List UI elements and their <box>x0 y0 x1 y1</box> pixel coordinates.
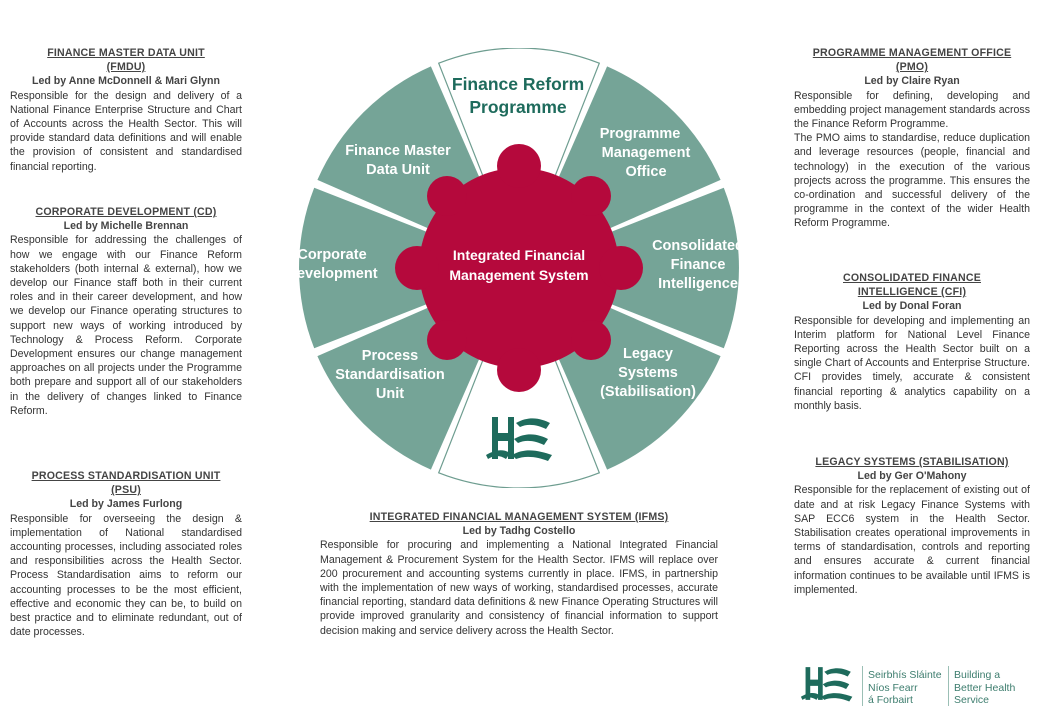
segment-pmo-line2: Management <box>601 145 691 161</box>
segment-legacy-line3: (Stabilisation) <box>600 384 696 400</box>
hub-knob <box>571 176 611 216</box>
cfi-block <box>794 271 1030 413</box>
psu-block <box>10 469 242 639</box>
segment-pmo-line3: Office <box>625 164 667 180</box>
segment-pmo-line1: Programme <box>599 126 681 142</box>
footer-logo <box>800 660 1030 710</box>
lss-heading: LEGACY SYSTEMS (STABILISATION) <box>815 456 1009 468</box>
segment-psu-line2: Standardisation <box>335 367 445 383</box>
cfi-description: Responsible for developing and implementing an Interim platform for National Level Finance Reporting across the Health Sector built on a single Chart of Accounts and Enterprise Structure. CFI provides timely, accurate & consistent financial reporting & analytics capability on a monthly basis. <box>794 314 1030 412</box>
hse-logo-icon <box>800 660 860 710</box>
pmo-description: Responsible for defining, developing and embedding project management standards across the Finance Reform Programme. The PMO aims to standardise, reduce duplication and leverage resources (people, financial and technology) in the execution of the various projects across the programme. This ensures the co-ordination and successful delivery of the programme in the context of the wider Health Reform Programme. <box>794 89 1030 230</box>
pmo-lead: Led by Claire Ryan <box>864 75 960 88</box>
ifms-lead: Led by Tadhg Costello <box>462 525 576 538</box>
fmdu-lead: Led by Anne McDonnell & Mari Glynn <box>32 75 220 88</box>
segment-fmdu-line1: Finance Master <box>345 143 451 159</box>
segment-cd-line1: Corporate <box>297 247 367 263</box>
hub-knob <box>497 144 541 188</box>
footer-divider-1 <box>862 666 863 706</box>
hub-knob <box>497 348 541 392</box>
hub-label-line2: Management System <box>449 267 589 283</box>
psu-lead: Led by James Furlong <box>69 498 183 511</box>
fmdu-description: Responsible for the design and delivery of a National Finance Enterprise Structure and Chart of Accounts across the Health Sector. This will provide standard data definitions and will enable the provision of consistent and standardised financial reporting. <box>10 89 242 173</box>
finance-reform-wheel <box>270 48 770 488</box>
wheel-title-line2: Programme <box>469 97 567 117</box>
ifms-block <box>320 510 718 638</box>
segment-legacy-line2: Systems <box>618 365 678 381</box>
psu-description: Responsible for overseeing the design & implementation of National standardised accounting processes, including associated roles and responsibilities across the Health Sector. Process Standardisation aims to reform our accounting processes to be the most efficient, effective and economic they can be, to build on best practice and to eliminate redundant, out of date processes. <box>10 512 242 639</box>
segment-psu-line1: Process <box>361 348 419 364</box>
lss-description: Responsible for the replacement of existing out of date and at risk Legacy Finance Systems with SAP ECC6 system in the Health Sector. Stabilisation creates operational improvements in terms of standardisation, controls and reporting and ensures accurate & current financial information continues to be available until IFMS is implemented. <box>794 484 1030 596</box>
segment-cfi-line3: Intelligence <box>658 276 738 292</box>
wheel-title-line1: Finance Reform <box>451 74 585 94</box>
ifms-description: Responsible for procuring and implementing a National Integrated Financial Management & Procurement System for the Health Sector. IFMS will replace over 200 procurement and accounting systems currently in place. IFMS, in partnership with the implementation of new ways of working, standardised processes, accurate financial reporting, standard data definitions & new Finance Operating Structures will provide improved granularity and consistency of financial information to support decision making and service delivery across the Health Sector. <box>320 539 718 637</box>
segment-cd-line2: Development <box>286 266 378 282</box>
lss-lead: Led by Ger O'Mahony <box>857 470 967 483</box>
ifms-heading: INTEGRATED FINANCIAL MANAGEMENT SYSTEM (IFMS) <box>369 511 669 523</box>
cd-heading: CORPORATE DEVELOPMENT (CD) <box>35 206 217 218</box>
cd-description: Responsible for addressing the challenges of how we engage with our Finance Reform stakeholders (both internal & external), how we develop our Finance staff both in their current roles and in their career development, and how we develop our Finance operating structures to support new ways of working introduced by Technology & Process Reform. Corporate Development ensures our change management approaches on all projects under the Programme both prepare and support all of our stakeholders in the delivery of changes linked to Finance Reform. <box>10 234 242 417</box>
hub-knob <box>395 246 439 290</box>
footer-tagline-english: Building a Better Health Service <box>954 669 1016 706</box>
cd-lead: Led by Michelle Brennan <box>63 220 189 233</box>
cfi-heading: CONSOLIDATED FINANCE INTELLIGENCE (CFI) <box>843 272 981 299</box>
hse-logo-wheel <box>486 417 552 461</box>
pmo-block <box>794 46 1030 231</box>
cd-block <box>10 205 242 418</box>
hub-knob <box>599 246 643 290</box>
segment-fmdu-line2: Data Unit <box>366 162 430 178</box>
pmo-heading: PROGRAMME MANAGEMENT OFFICE (PMO) <box>812 47 1012 74</box>
hub-knob <box>571 320 611 360</box>
hub-knob <box>427 320 467 360</box>
hub-label-line1: Integrated Financial <box>452 247 586 263</box>
psu-heading: PROCESS STANDARDISATION UNIT (PSU) <box>31 470 221 497</box>
fmdu-block <box>10 46 242 174</box>
lss-block <box>794 455 1030 597</box>
cfi-lead: Led by Donal Foran <box>862 300 962 313</box>
segment-cfi-line1: Consolidated <box>652 238 744 254</box>
segment-cfi-line2: Finance <box>670 257 726 273</box>
footer-divider-2 <box>948 666 949 706</box>
hub-knob <box>427 176 467 216</box>
footer-tagline-irish: Seirbhís Sláinte Níos Fearr á Forbairt <box>868 669 942 706</box>
fmdu-heading: FINANCE MASTER DATA UNIT (FMDU) <box>47 47 205 74</box>
segment-legacy-line1: Legacy <box>623 346 673 362</box>
segment-psu-line3: Unit <box>375 386 405 402</box>
